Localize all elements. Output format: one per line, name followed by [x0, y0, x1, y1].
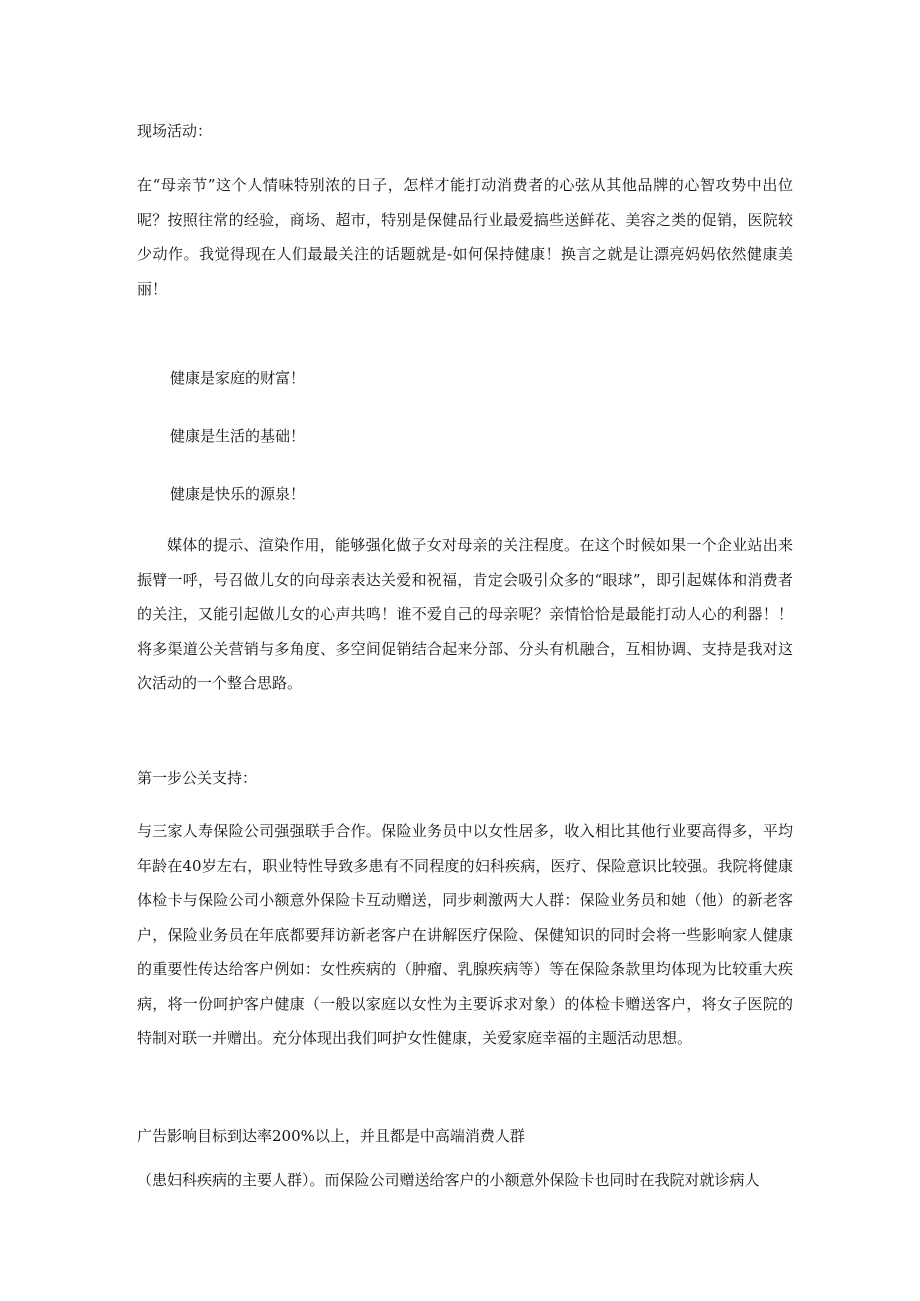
slogan-source: 健康是快乐的源泉！	[170, 485, 306, 503]
section-heading-activity: 现场活动：	[137, 122, 213, 140]
ad-impact-line: 广告影响目标到达率200%以上，并且都是中高端消费人群	[137, 1127, 525, 1145]
step1-paragraph: 与三家人寿保险公司强强联手合作。保险业务员中以女性居多，收入相比其他行业要高得多，平均年龄在40岁左右，职业特性导致多患有不同程度的妇科疾病，医疗、保险意识比较强。我院将健康体检卡与保险公司小额意外保险卡互动赠送，同步刺激两大人群：保险业务员和她（他）的新老客户，保险业务员在年底都要拜访新老客户在讲解医疗保险、保健知识的同时会将一些影响家人健康的重要性传达给客户例如：女性疾病的（肿瘤、乳腺疾病等）等在保险条款里均体现为比较重大疾病，将一份呵护客户健康（一般以家庭以女性为主要诉求对象）的体检卡赠送客户，将女子医院的特制对联一并赠出。充分体现出我们呵护女性健康，关爱家庭幸福的主题活动思想。	[137, 822, 793, 1047]
slogan-wealth: 健康是家庭的财富！	[170, 369, 306, 387]
media-paragraph: 媒体的提示、渲染作用，能够强化做子女对母亲的关注程度。在这个时候如果一个企业站出来振臂一呼，号召做儿女的向母亲表达关爱和祝福，肯定会吸引众多的“眼球”，即引起媒体和消费者的关注，又能引起做儿女的心声共鸣！谁不爱自己的母亲呢？亲情恰恰是最能打动人心的利器！！将多渠道公关营销与多角度、多空间促销结合起来分部、分头有机融合，互相协调、支持是我对这次活动的一个整合思路。	[137, 536, 793, 692]
closing-line: （患妇科疾病的主要人群）。而保险公司赠送给客户的小额意外保险卡也同时在我院对就诊病人	[137, 1171, 760, 1189]
slogan-foundation: 健康是生活的基础！	[170, 427, 306, 445]
intro-paragraph: 在“母亲节”这个人情味特别浓的日子，怎样才能打动消费者的心弦从其他品牌的心智攻势中出位呢？按照往常的经验，商场、超市，特别是保健品行业最爱搞些送鲜花、美容之类的促销，医院较少动作。我觉得现在人们最最关注的话题就是-如何保持健康！换言之就是让漂亮妈妈依然健康美丽！	[137, 176, 793, 298]
section-heading-step1: 第一步公关支持：	[137, 769, 258, 787]
